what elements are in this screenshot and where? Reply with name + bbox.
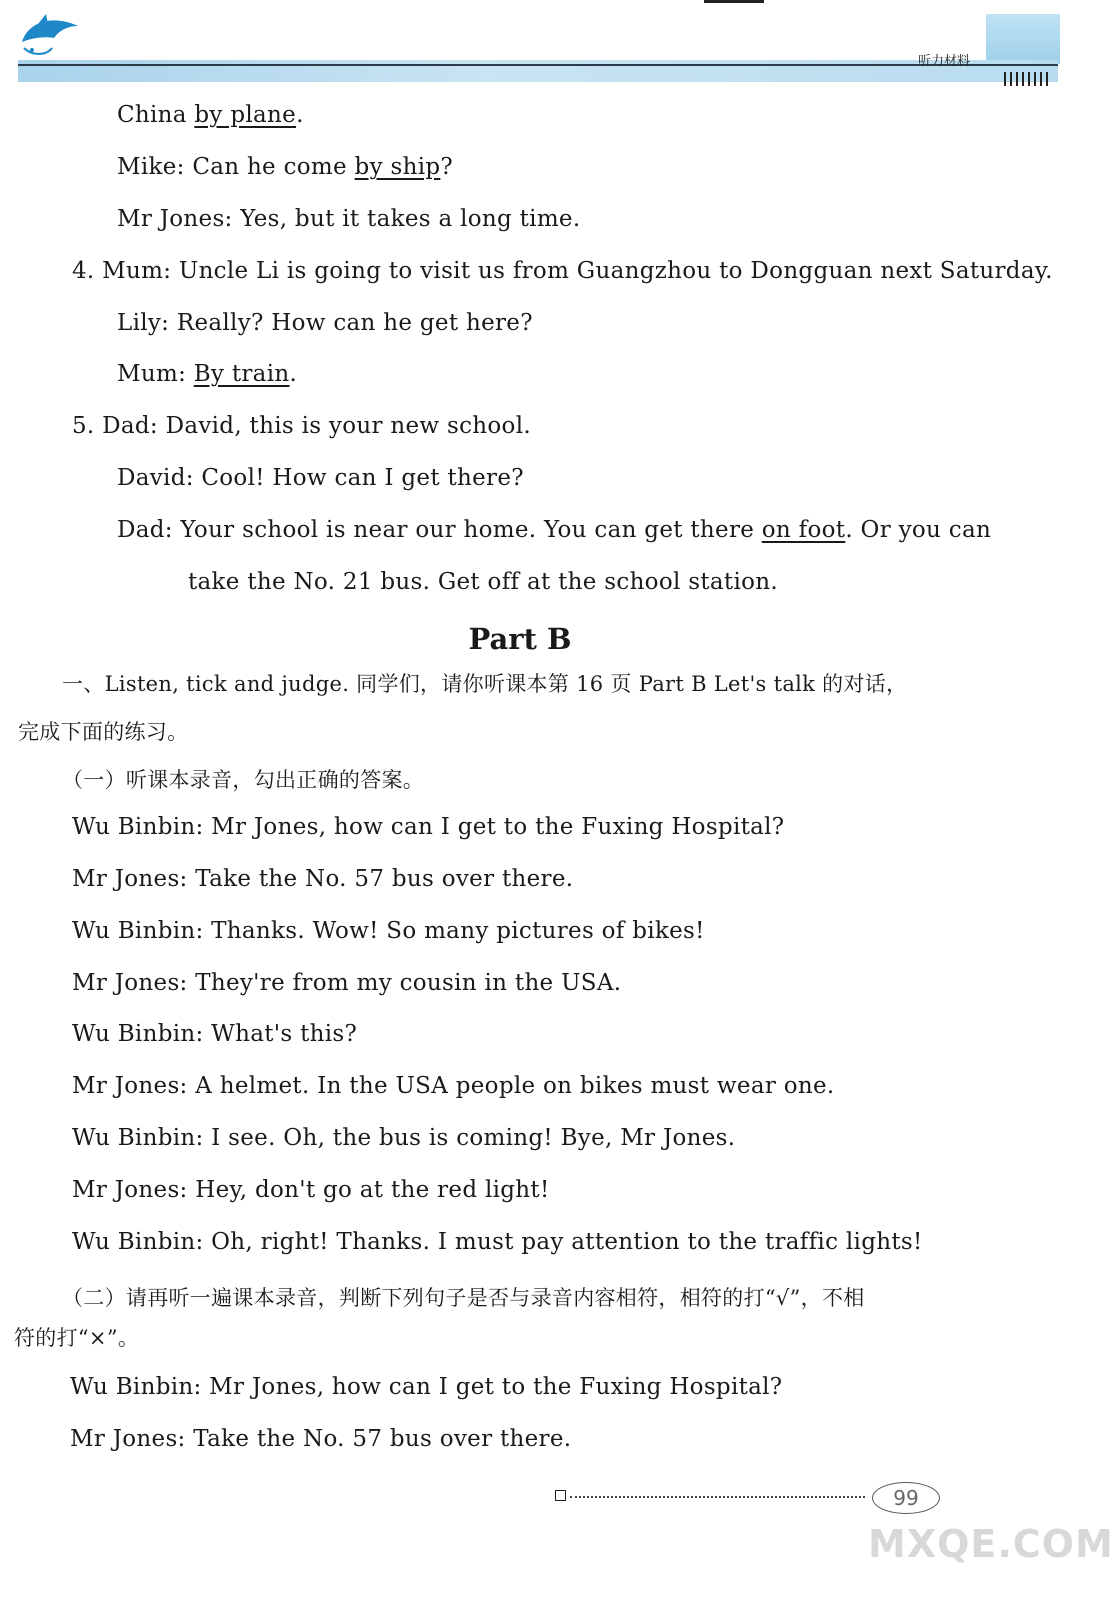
dialogue-line <box>72 918 705 944</box>
header-corner-block <box>986 14 1060 64</box>
line-text: Wu Binbin: Oh, right! Thanks. I must pay attention to the traffic lights! <box>72 1229 923 1255</box>
dialogue-line <box>70 1426 571 1452</box>
line-text: Wu Binbin: Mr Jones, how can I get to the Fuxing Hospital? <box>70 1374 783 1400</box>
exercise-subheading <box>62 1282 865 1312</box>
line-text: Mum: <box>117 361 194 387</box>
dolphin-logo-icon <box>18 12 82 60</box>
line-text: （二）请再听一遍课本录音，判断下列句子是否与录音内容相符，相符的打“√”，不相 <box>62 1286 865 1310</box>
line-text: Dad: Your school is near our home. You can get there <box>117 517 762 543</box>
part-title: Part B <box>468 622 572 656</box>
line-text: Mr Jones: Hey, don't go at the red light! <box>72 1177 550 1203</box>
text-line <box>117 517 991 543</box>
underlined-answer: on foot <box>761 517 846 543</box>
line-text: 完成下面的练习。 <box>18 720 189 744</box>
text-line <box>117 310 533 336</box>
line-text: Wu Binbin: I see. Oh, the bus is coming! Bye, Mr Jones. <box>72 1125 736 1151</box>
line-text: . <box>296 102 304 128</box>
exercise-instruction <box>62 668 907 698</box>
dialogue-line <box>72 1073 835 1099</box>
underlined-answer: by plane <box>194 102 297 128</box>
header-rule <box>18 64 1058 66</box>
exercise-subheading <box>62 764 424 794</box>
text-line <box>72 258 1053 284</box>
header-top-rule <box>704 0 764 3</box>
text-line <box>117 465 524 491</box>
line-text: （一）听课本录音，勾出正确的答案。 <box>62 768 425 792</box>
dialogue-line <box>72 1125 735 1151</box>
text-line <box>72 413 531 439</box>
dialogue-line <box>72 1021 357 1047</box>
dialogue-line <box>72 866 573 892</box>
text-line <box>117 206 580 232</box>
line-text: 一、Listen, tick and judge. 同学们，请你听课本第 16 页 Part B Let's talk 的对话， <box>62 672 908 696</box>
dialogue-line <box>72 814 784 840</box>
line-text: Mr Jones: They're from my cousin in the USA. <box>72 970 622 996</box>
line-text: Mike: Can he come <box>117 154 355 180</box>
line-text: Mr Jones: Yes, but it takes a long time. <box>117 206 581 232</box>
exercise-instruction <box>18 716 188 746</box>
line-text: Mr Jones: Take the No. 57 bus over there. <box>70 1426 572 1452</box>
dialogue-line <box>72 1229 923 1255</box>
text-line <box>117 102 304 128</box>
page-number: 99 <box>872 1482 940 1514</box>
line-text: Mr Jones: Take the No. 57 bus over there. <box>72 866 574 892</box>
line-text: 4. Mum: Uncle Li is going to visit us from Guangzhou to Dongguan next Saturday. <box>72 258 1053 284</box>
line-text: Wu Binbin: Thanks. Wow! So many pictures of bikes! <box>72 918 705 944</box>
line-text: Wu Binbin: What's this? <box>72 1021 358 1047</box>
section-label: 听力材料 <box>918 54 971 69</box>
footer-square-icon <box>555 1490 566 1501</box>
line-text: China <box>117 102 195 128</box>
exercise-subheading <box>14 1322 139 1352</box>
dialogue-line <box>72 1177 550 1203</box>
underlined-answer: By train <box>193 361 290 387</box>
text-line <box>117 361 297 387</box>
footer-dotted-rule <box>570 1496 865 1498</box>
line-text: Wu Binbin: Mr Jones, how can I get to the Fuxing Hospital? <box>72 814 785 840</box>
line-text: 符的打“×”。 <box>14 1326 140 1350</box>
line-text: . <box>289 361 298 387</box>
watermark: MXQE.COM <box>868 1522 1114 1566</box>
dialogue-line <box>70 1374 782 1400</box>
underlined-answer: by ship <box>354 154 441 180</box>
dialogue-line <box>72 970 621 996</box>
line-text: Mr Jones: A helmet. In the USA people on bikes must wear one. <box>72 1073 835 1099</box>
text-line <box>188 569 778 595</box>
header-ticks <box>1004 72 1048 86</box>
line-text: . Or you can <box>845 517 992 543</box>
line-text: take the No. 21 bus. Get off at the school station. <box>188 569 778 595</box>
line-text: David: Cool! How can I get there? <box>117 465 524 491</box>
line-text: 5. Dad: David, this is your new school. <box>72 413 531 439</box>
line-text: ? <box>440 154 454 180</box>
text-line <box>117 154 453 180</box>
line-text: Lily: Really? How can he get here? <box>117 310 533 336</box>
